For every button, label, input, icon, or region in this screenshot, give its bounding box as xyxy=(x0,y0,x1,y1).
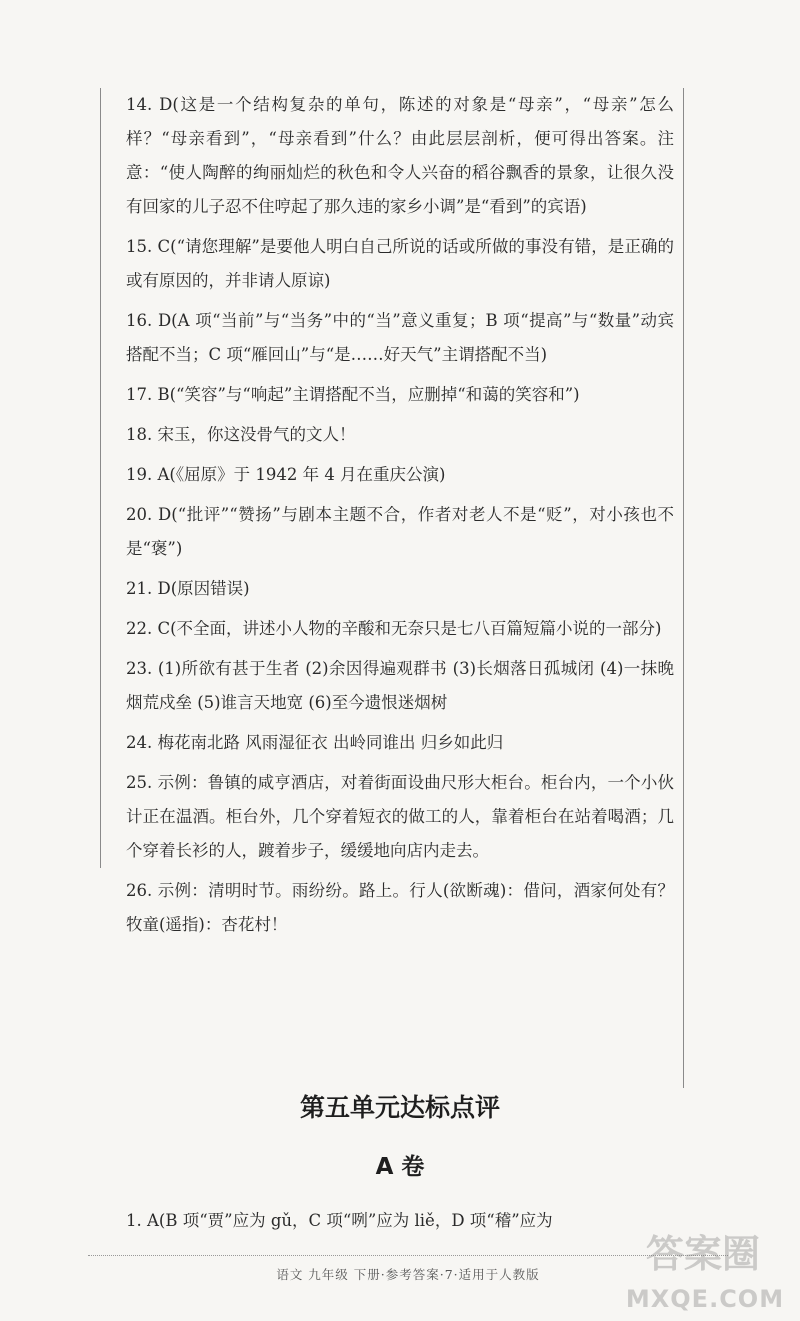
section-title: 第五单元达标点评 xyxy=(299,1093,500,1122)
right-margin-rule xyxy=(683,88,684,1088)
answer-item-20: 20. D(“批评”“赞扬”与剧本主题不合，作者对老人不是“贬”，对小孩也不是“褒”) xyxy=(126,505,674,558)
left-margin-rule xyxy=(100,88,101,868)
answer-list xyxy=(126,88,674,948)
answer-item-1: 1. A(B 项“贾”应为 gǔ，C 项“咧”应为 liě，D 项“稽”应为 xyxy=(126,1211,553,1230)
answer-item-24: 24. 梅花南北路 风雨湿征衣 出岭同谁出 归乡如此归 xyxy=(126,733,504,752)
answer-item-17: 17. B(“笑容”与“响起”主谓搭配不当，应删掉“和蔼的笑容和”) xyxy=(126,385,580,404)
answer-item-21: 21. D(原因错误) xyxy=(126,579,250,598)
answer-item-14: 14. D(这是一个结构复杂的单句，陈述的对象是“母亲”，“母亲”怎么样？“母亲看到”，“母亲看到”什么？由此层层剖析，便可得出答案。注意：“使人陶醉的绚丽灿烂的秋色和令人兴奋的稻谷飘香的景象，让很久没有回家的儿子忍不住哼起了那久违的家乡小调”是“看到”的宾语) xyxy=(126,95,674,216)
section-subtitle: A 卷 xyxy=(375,1154,425,1180)
watermark-logo: 答案圈 xyxy=(645,1232,760,1276)
answer-item-16: 16. D(A 项“当前”与“当务”中的“当”意义重复；B 项“提高”与“数量”动宾搭配不当；C 项“雁回山”与“是……好天气”主谓搭配不当) xyxy=(126,311,674,364)
watermark-url: MXQE.COM xyxy=(625,1285,785,1313)
answer-item-19: 19. A(《屈原》于 1942 年 4 月在重庆公演) xyxy=(126,465,446,484)
answer-item-23: 23. (1)所欲有甚于生者 (2)余因得遍观群书 (3)长烟落日孤城闭 (4)一抹晚烟荒戍垒 (5)谁言天地宽 (6)至今遗恨迷烟树 xyxy=(126,659,674,712)
answer-item-26: 26. 示例：清明时节。雨纷纷。路上。行人(欲断魂)：借问，酒家何处有？牧童(遥指)：杏花村！ xyxy=(126,881,674,934)
footer-text: 语文 九年级 下册·参考答案·7·适用于人教版 xyxy=(276,1267,540,1282)
answer-item-15: 15. C(“请您理解”是要他人明白自己所说的话或所做的事没有错，是正确的或有原因的，并非请人原谅) xyxy=(126,237,674,290)
answer-item-25: 25. 示例：鲁镇的咸亨酒店，对着街面设曲尺形大柜台。柜台内，一个小伙计正在温酒。柜台外，几个穿着短衣的做工的人，靠着柜台在站着喝酒；几个穿着长衫的人，踱着步子，缓缓地向店内走去。 xyxy=(126,773,674,860)
answer-item-18: 18. 宋玉，你这没骨气的文人！ xyxy=(126,425,356,444)
answer-item-22: 22. C(不全面，讲述小人物的辛酸和无奈只是七八百篇短篇小说的一部分) xyxy=(126,619,662,638)
